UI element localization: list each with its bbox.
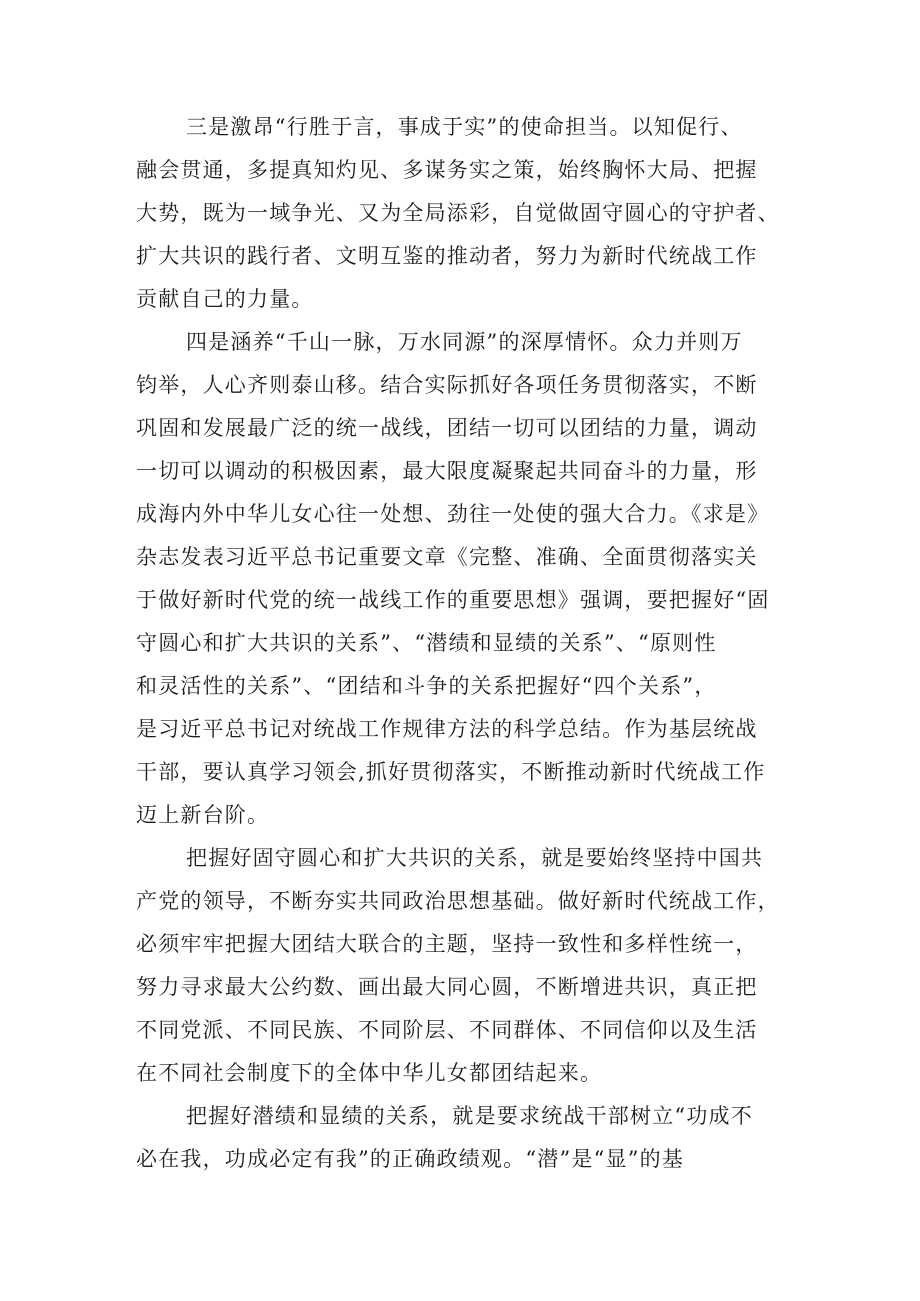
text-line: 一切可以调动的积极因素，最大限度凝聚起共同奋斗的力量，形 <box>136 459 758 483</box>
text-line: 把握好固守圆心和扩大共识的关系，就是要始终坚持中国共 <box>186 846 764 870</box>
text-line: 杂志发表习近平总书记重要文章《完整、准确、全面贯彻落实关 <box>136 545 758 569</box>
text-line: 必在我，功成必定有我”的正确政绩观。“潜”是“显”的基 <box>136 1147 685 1171</box>
text-line: 守圆心和扩大共识的关系”、“潜绩和显绩的关系”、“原则性 <box>136 631 717 655</box>
text-line: 是习近平总书记对统战工作规律方法的科学总结。作为基层统战 <box>136 717 758 741</box>
text-line: 贡献自己的力量。 <box>136 287 314 311</box>
text-line: 迈上新台阶。 <box>136 803 270 827</box>
text-line: 产党的领导，不断夯实共同政治思想基础。做好新时代统战工作， <box>136 889 780 913</box>
text-line: 在不同社会制度下的全体中华儿女都团结起来。 <box>136 1061 603 1085</box>
text-line: 巩固和发展最广泛的统一战线，团结一切可以团结的力量，调动 <box>136 416 758 440</box>
text-line: 必须牢牢把握大团结大联合的主题，坚持一致性和多样性统一， <box>136 932 758 956</box>
text-line: 和灵活性的关系”、“团结和斗争的关系把握好“四个关系”， <box>136 674 717 698</box>
paragraph-2 <box>136 321 796 837</box>
text-line: 三是激昂“行胜于言，事成于实”的使命担当。以知促行、 <box>186 115 743 139</box>
text-line: 融会贯通，多提真知灼见、多谋务实之策，始终胸怀大局、把握 <box>136 158 758 182</box>
text-line: 不同党派、不同民族、不同阶层、不同群体、不同信仰以及生活 <box>136 1018 758 1042</box>
text-line: 干部，要认真学习领会,抓好贯彻落实，不断推动新时代统战工作 <box>136 760 766 784</box>
text-line: 扩大共识的践行者、文明互鉴的推动者，努力为新时代统战工作 <box>136 244 758 268</box>
text-line: 大势，既为一域争光、又为全局添彩，自觉做固守圆心的守护者、 <box>136 201 780 225</box>
text-line: 四是涵养“千山一脉，万水同源”的深厚情怀。众力并则万 <box>186 330 743 354</box>
text-line: 钧举，人心齐则泰山移。结合实际抓好各项任务贯彻落实，不断 <box>136 373 758 397</box>
paragraph-4 <box>136 1095 796 1181</box>
text-line: 于做好新时代党的统一战线工作的重要思想》强调，要把握好“固 <box>136 588 770 612</box>
text-line: 成海内外中华儿女心往一处想、劲往一处使的强大合力。《求是》 <box>136 502 770 526</box>
text-line: 把握好潜绩和显绩的关系，就是要求统战干部树立“功成不 <box>186 1104 753 1128</box>
document-body <box>136 106 796 1181</box>
paragraph-1 <box>136 106 796 321</box>
paragraph-3 <box>136 837 796 1095</box>
text-line: 努力寻求最大公约数、画出最大同心圆，不断增进共识，真正把 <box>136 975 758 999</box>
